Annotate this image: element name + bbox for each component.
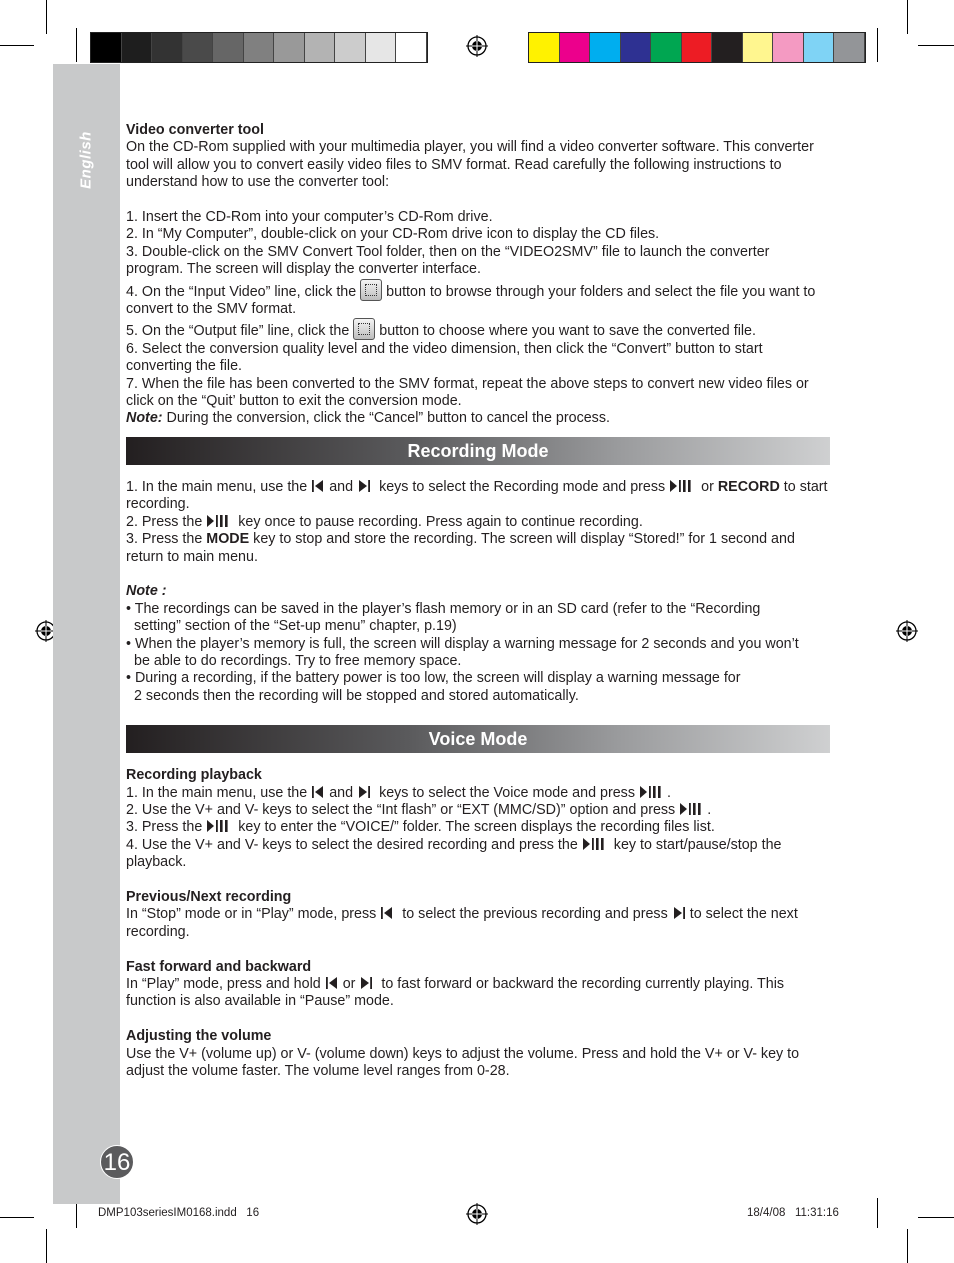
paragraph: Use the V+ (volume up) or V- (volume down) keys to adjust the volume. Press and hold the V+ or V- key to adjust the volume faster. The volume level ranges from 0-28. <box>126 1045 800 1080</box>
crop-mark <box>877 28 878 62</box>
crop-mark <box>907 0 908 34</box>
subheading: Fast forward and backward <box>126 958 312 975</box>
list-item: 6. Select the conversion quality level and the video dimension, then click the “Convert” button to start converting the file. <box>126 340 763 375</box>
list-item: 2. Use the V+ and V- keys to select the “Int flash” or “EXT (MMC/SD)” option and press . <box>126 801 712 818</box>
color-swatch <box>366 33 397 62</box>
bullet-item: • When the player’s memory is full, the screen will display a warning message for 2 seconds and you won’t <box>126 635 799 652</box>
color-swatch <box>274 33 305 62</box>
bullet-item-continued: be able to do recordings. Try to free memory space. <box>134 652 462 669</box>
section-banner-recording-mode: Recording Mode <box>126 437 830 465</box>
color-swatch <box>590 33 621 62</box>
list-item: 2. Press the key once to pause recording. Press again to continue recording. <box>126 513 643 530</box>
page-number: 16 <box>100 1145 134 1179</box>
gray-ramp-swatches <box>90 32 428 63</box>
skip-back-icon <box>311 785 325 799</box>
skip-forward-icon <box>672 906 686 920</box>
list-item: 4. Use the V+ and V- keys to select the desired recording and press the key to start/pause/stop the playback. <box>126 836 782 871</box>
process-color-swatches <box>528 32 866 63</box>
browse-folder-icon <box>353 318 375 340</box>
skip-forward-icon <box>357 479 371 493</box>
bullet-item-continued: 2 seconds then the recording will be stopped and stored automatically. <box>134 687 579 704</box>
color-swatch <box>743 33 774 62</box>
footer-file-info: DMP103seriesIM0168.indd 16 <box>98 1207 260 1219</box>
color-swatch <box>712 33 743 62</box>
color-swatch <box>183 33 214 62</box>
play-pause-icon <box>582 837 606 851</box>
color-swatch <box>804 33 835 62</box>
skip-forward-icon <box>357 785 371 799</box>
crop-mark <box>918 1217 954 1218</box>
crop-mark <box>46 0 47 34</box>
color-swatch <box>244 33 275 62</box>
color-swatch <box>834 33 865 62</box>
registration-mark-icon <box>466 1203 488 1225</box>
play-pause-icon <box>679 802 703 816</box>
list-item: 3. Double-click on the SMV Convert Tool folder, then on the “VIDEO2SMV” file to launch the converter program. The screen will display the converter interface. <box>126 243 770 278</box>
skip-back-icon <box>311 479 325 493</box>
color-swatch <box>122 33 153 62</box>
list-item: 2. In “My Computer”, double-click on your CD-Rom drive icon to display the CD files. <box>126 226 660 243</box>
list-item: 4. On the “Input Video” line, click the button to browse through your folders and select the file you want to convert to the SMV format. <box>126 279 830 319</box>
crop-mark <box>918 45 954 46</box>
registration-mark-icon <box>466 35 488 57</box>
paragraph: On the CD-Rom supplied with your multimedia player, you will find a video converter software. This converter tool will allow you to convert easily video files to SMV format. Read carefully the following instructions to understand how to use the converter tool: <box>126 139 814 191</box>
browse-folder-icon <box>360 279 382 301</box>
color-swatch <box>335 33 366 62</box>
paragraph: In “Play” mode, press and hold or to fast forward or backward the recording currently playing. This function is also available in “Pause” mode. <box>126 976 785 1010</box>
list-item: 5. On the “Output file” line, click the button to choose where you want to save the converted file. <box>126 318 830 340</box>
color-swatch <box>773 33 804 62</box>
color-swatch <box>91 33 122 62</box>
color-swatch <box>560 33 591 62</box>
crop-mark <box>46 1229 47 1263</box>
crop-mark <box>0 1217 34 1218</box>
note: Note: During the conversion, click the “Cancel” button to cancel the process. <box>126 410 610 427</box>
section-heading: Video converter tool <box>126 122 264 138</box>
skip-back-icon <box>325 976 339 990</box>
bullet-item: • The recordings can be saved in the player’s flash memory or in an SD card (refer to the “Recording <box>126 600 761 617</box>
crop-mark <box>877 1198 878 1228</box>
color-swatch <box>621 33 652 62</box>
skip-forward-icon <box>359 976 373 990</box>
paragraph: In “Stop” mode or in “Play” mode, press to select the previous recording and press to select the next recording. <box>126 906 798 940</box>
play-pause-icon <box>669 479 693 493</box>
list-item: 1. In the main menu, use the and keys to select the Voice mode and press . <box>126 784 671 801</box>
crop-mark <box>0 45 34 46</box>
color-swatch <box>152 33 183 62</box>
color-swatch <box>651 33 682 62</box>
color-swatch <box>682 33 713 62</box>
section-banner-voice-mode: Voice Mode <box>126 725 830 753</box>
side-band <box>53 64 120 1204</box>
crop-mark <box>907 1229 908 1263</box>
subheading: Adjusting the volume <box>126 1028 272 1045</box>
skip-back-icon <box>380 906 394 920</box>
language-tab: English <box>77 131 95 189</box>
play-pause-icon <box>206 819 230 833</box>
color-swatch <box>529 33 560 62</box>
list-item: 1. Insert the CD-Rom into your computer’s CD-Rom drive. <box>126 209 493 226</box>
play-pause-icon <box>206 514 230 528</box>
footer-datetime: 18/4/08 11:31:16 <box>747 1207 839 1219</box>
color-swatch <box>396 33 427 62</box>
list-item: 7. When the file has been converted to the SMV format, repeat the above steps to convert new video files or click on the “Quit’ button to exit the conversion mode. <box>126 375 809 410</box>
color-swatch <box>305 33 336 62</box>
list-item: 1. In the main menu, use the and keys to select the Recording mode and press or RECORD to start recording. <box>126 478 828 513</box>
bullet-item-continued: setting” section of the “Set-up menu” chapter, p.19) <box>134 618 457 635</box>
list-item: 3. Press the MODE key to stop and store the recording. The screen will display “Stored!” for 1 second and return to main menu. <box>126 531 795 565</box>
subheading: Recording playback <box>126 767 262 784</box>
bullet-item: • During a recording, if the battery power is too low, the screen will display a warning message for <box>126 670 741 687</box>
list-item: 3. Press the key to enter the “VOICE/” folder. The screen displays the recording files list. <box>126 819 715 836</box>
registration-mark-icon <box>896 620 918 642</box>
color-swatch <box>213 33 244 62</box>
play-pause-icon <box>639 785 663 799</box>
note-label: Note : <box>126 583 167 600</box>
subheading: Previous/Next recording <box>126 888 292 905</box>
page-content <box>126 122 830 1080</box>
crop-mark <box>76 28 77 62</box>
